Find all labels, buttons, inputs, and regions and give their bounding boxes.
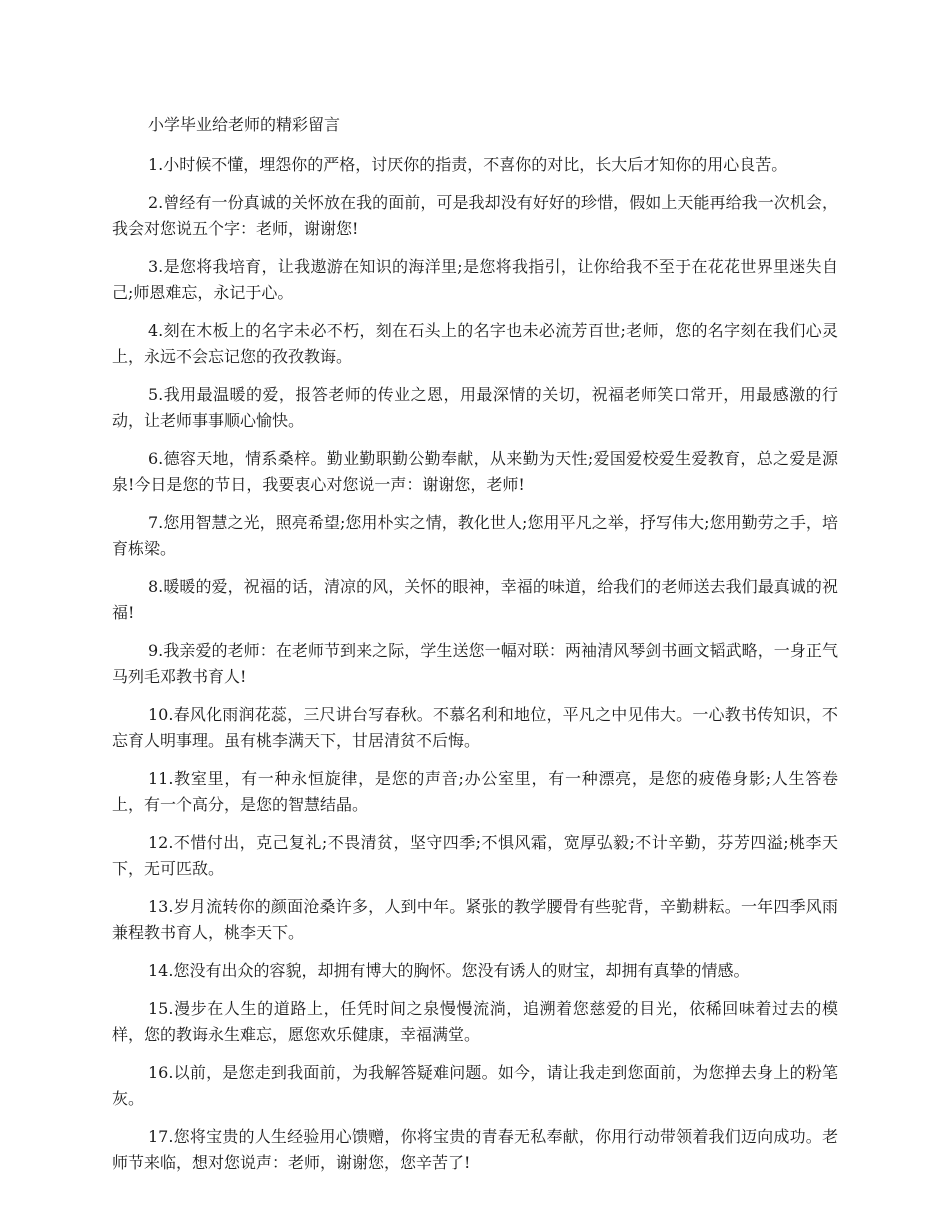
message-paragraph-4: 4.刻在木板上的名字未必不朽，刻在石头上的名字也未必流芳百世;老师，您的名字刻在我们心灵上，永远不会忘记您的孜孜教诲。 [112,321,838,366]
message-paragraph-1: 1.小时候不懂，埋怨你的严格，讨厌你的指责，不喜你的对比，长大后才知你的用心良苦。 [148,155,788,174]
message-paragraph-11: 11.教室里，有一种永恒旋律，是您的声音;办公室里，有一种漂亮，是您的疲倦身影;人生答卷上，有一个高分，是您的智慧结晶。 [112,769,838,814]
message-paragraph-10: 10.春风化雨润花蕊，三尺讲台写春秋。不慕名利和地位，平凡之中见伟大。一心教书传知识，不忘育人明事理。虽有桃李满天下，甘居清贫不后悔。 [112,705,838,750]
message-paragraph-15: 15.漫步在人生的道路上，任凭时间之泉慢慢流淌，追溯着您慈爱的目光，依稀回味着过去的模样，您的教诲永生难忘，愿您欢乐健康，幸福满堂。 [112,999,838,1044]
message-paragraph-6: 6.德容天地，情系桑梓。勤业勤职勤公勤奉献，从来勤为天性;爱国爱校爱生爱教育，总之爱是源泉!今日是您的节日，我要衷心对您说一声：谢谢您，老师! [112,449,838,494]
message-paragraph-7: 7.您用智慧之光，照亮希望;您用朴实之情，教化世人;您用平凡之举，抒写伟大;您用勤劳之手，培育栋梁。 [112,513,838,558]
message-paragraph-8: 8.暖暖的爱，祝福的话，清凉的风，关怀的眼神，幸福的味道，给我们的老师送去我们最真诚的祝福! [112,577,838,622]
message-paragraph-12: 12.不惜付出，克己复礼;不畏清贫，坚守四季;不惧风霜，宽厚弘毅;不计辛勤，芬芳四溢;桃李天下，无可匹敌。 [112,833,838,878]
message-paragraph-14: 14.您没有出众的容貌，却拥有博大的胸怀。您没有诱人的财宝，却拥有真挚的情感。 [148,961,750,980]
message-paragraph-5: 5.我用最温暖的爱，报答老师的传业之恩，用最深情的关切，祝福老师笑口常开，用最感激的行动，让老师事事顺心愉快。 [112,385,838,430]
message-paragraph-2: 2.曾经有一份真诚的关怀放在我的面前，可是我却没有好好的珍惜，假如上天能再给我一次机会，我会对您说五个字：老师，谢谢您! [112,193,838,238]
document-title: 小学毕业给老师的精彩留言 [148,115,341,134]
document-page [112,112,838,1188]
message-paragraph-3: 3.是您将我培育，让我遨游在知识的海洋里;是您将我指引，让你给我不至于在花花世界里迷失自己;师恩难忘，永记于心。 [112,257,838,302]
message-paragraph-13: 13.岁月流转你的颜面沧桑许多，人到中年。紧张的教学腰骨有些驼背，辛勤耕耘。一年四季风雨兼程教书育人，桃李天下。 [112,897,838,942]
message-paragraph-9: 9.我亲爱的老师：在老师节到来之际，学生送您一幅对联：两袖清风琴剑书画文韬武略，一身正气马列毛邓教书育人! [112,641,838,686]
message-paragraph-16: 16.以前，是您走到我面前，为我解答疑难问题。如今，请让我走到您面前，为您掸去身上的粉笔灰。 [112,1063,838,1108]
message-paragraph-17: 17.您将宝贵的人生经验用心馈赠，你将宝贵的青春无私奉献，你用行动带领着我们迈向成功。老师节来临，想对您说声：老师，谢谢您，您辛苦了! [112,1127,838,1172]
